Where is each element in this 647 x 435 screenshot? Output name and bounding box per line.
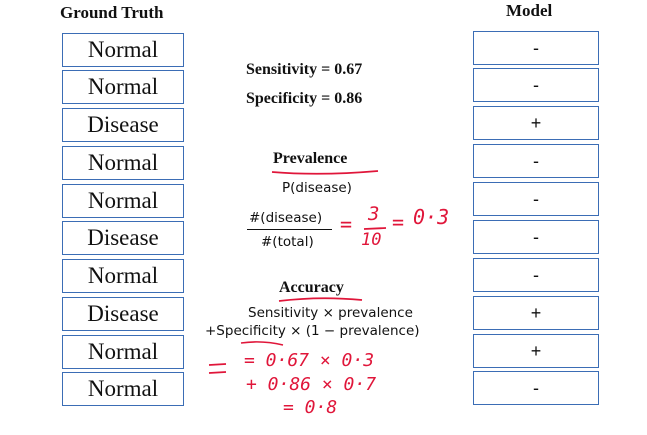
handwritten-accuracy-line2: + 0·86 × 0·7 (246, 374, 377, 395)
model-cell: - (473, 220, 599, 254)
model-cell: - (473, 31, 599, 65)
prevalence-underline (272, 171, 378, 174)
sensitivity-label: Sensitivity = 0.67 (246, 61, 363, 78)
handwritten-lead-equals (209, 364, 226, 373)
ground-truth-cell: Normal (62, 70, 184, 104)
ground-truth-cell: Normal (62, 372, 184, 406)
model-cell: - (473, 144, 599, 178)
model-cell: + (473, 106, 599, 140)
model-cell: - (473, 68, 599, 102)
handwritten-numerator: 3 (368, 203, 380, 225)
accuracy-formula-line2: +Specificity × (1 − prevalence) (205, 323, 420, 339)
model-cell: - (473, 182, 599, 216)
model-cell: - (473, 371, 599, 405)
ground-truth-cell: Disease (62, 108, 184, 142)
ground-truth-cell: Disease (62, 297, 184, 331)
specificity-label: Specificity = 0.86 (246, 90, 363, 107)
model-cell: + (473, 334, 599, 368)
model-cell: - (473, 258, 599, 292)
handwritten-accuracy-result: = 0·8 (283, 397, 338, 418)
handwritten-fraction-bar (364, 228, 386, 229)
ground-truth-cell: Normal (62, 335, 184, 369)
model-cell: + (473, 296, 599, 330)
ground-truth-header: Ground Truth (60, 3, 164, 22)
handwritten-equals: = (392, 210, 405, 234)
prevalence-heading: Prevalence (273, 150, 348, 167)
ground-truth-cell: Normal (62, 33, 184, 67)
prevalence-definition: P(disease) (282, 180, 352, 196)
handwritten-denominator: 10 (361, 230, 382, 250)
handwritten-equals: = (340, 212, 353, 236)
ground-truth-cell: Normal (62, 259, 184, 293)
accuracy-formula-line1: Sensitivity × prevalence (248, 305, 413, 321)
accuracy-heading: Accuracy (279, 279, 344, 296)
prevalence-denominator: #(total) (261, 234, 314, 250)
model-header: Model (506, 1, 553, 20)
ground-truth-cell: Disease (62, 221, 184, 255)
prevalence-underline-small (241, 342, 283, 345)
handwritten-accuracy-line1: = 0·67 × 0·3 (244, 350, 375, 371)
handwritten-prevalence-result: 0·3 (413, 205, 450, 229)
ground-truth-cell: Normal (62, 184, 184, 218)
prevalence-numerator: #(disease) (249, 210, 323, 226)
ground-truth-cell: Normal (62, 146, 184, 180)
accuracy-underline (279, 298, 362, 301)
